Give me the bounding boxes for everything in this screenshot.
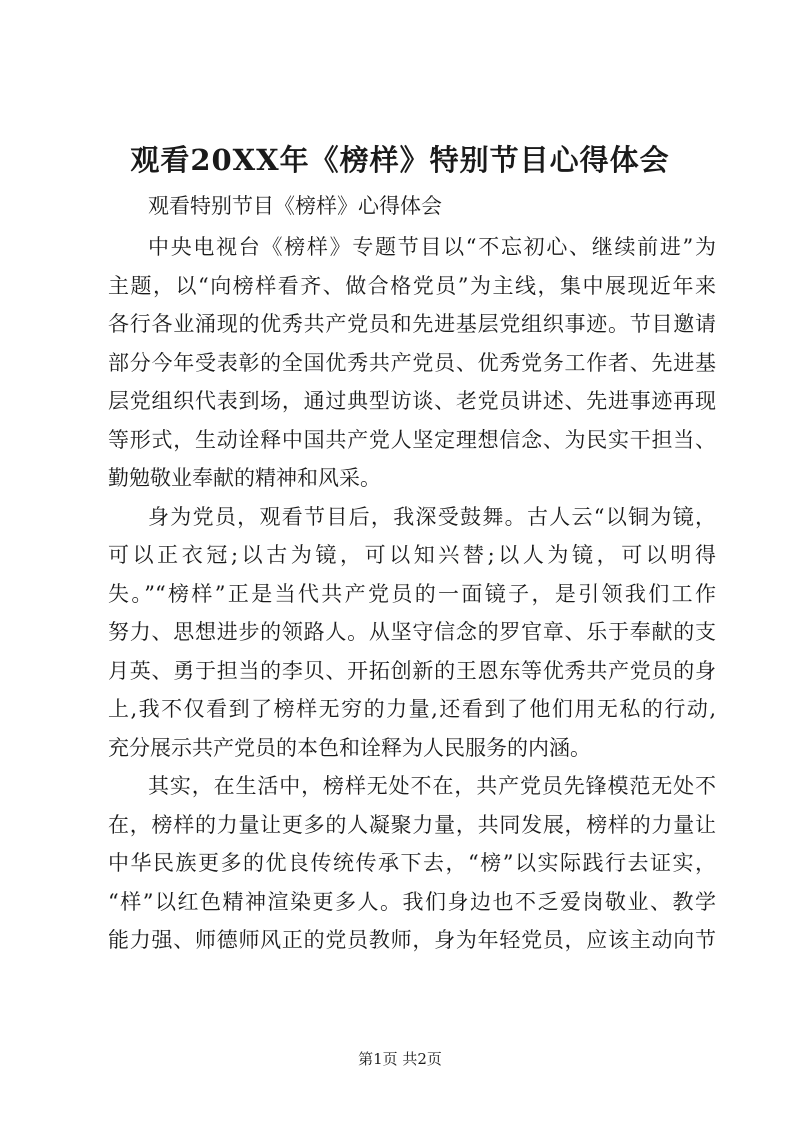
paragraph-line: 能力强、师德师风正的党员教师，身为年轻党员，应该主动向节 <box>108 928 716 952</box>
paragraph-line: 其实，在生活中，榜样无处不在，共产党员先锋模范无处不 <box>148 774 716 798</box>
paragraph-line: 部分今年受表彰的全国优秀共产党员、优秀党务工作者、先进基 <box>108 350 716 375</box>
paragraph-line: 失。”“榜样”正是当代共产党员的一面镜子，是引领我们工作 <box>108 581 716 606</box>
paragraph-line: 各行各业涌现的优秀共产党员和先进基层党组织事迹。节目邀请 <box>108 312 716 336</box>
paragraph-2 <box>108 498 716 768</box>
paragraph-line: 月英、勇于担当的李贝、开拓创新的王恩东等优秀共产党员的身 <box>108 658 716 683</box>
document-subtitle: 观看特别节目《榜样》心得体会 <box>148 194 442 218</box>
paragraph-line: 中央电视台《榜样》专题节目以“不忘初心、继续前进”为 <box>148 235 716 259</box>
paragraph-line: 等形式，生动诠释中国共产党人坚定理想信念、为民实干担当、 <box>108 427 716 452</box>
document-title: 观看20XX年《榜样》特别节目心得体会 <box>130 143 670 177</box>
paragraph-1 <box>108 228 716 498</box>
paragraph-line: 可以正衣冠;以古为镜，可以知兴替;以人为镜，可以明得 <box>108 543 716 567</box>
paragraph-line: 身为党员，观看节目后，我深受鼓舞。古人云“以铜为镜， <box>148 504 716 529</box>
paragraph-line: 层党组织代表到场，通过典型访谈、老党员讲述、先进事迹再现 <box>108 389 716 413</box>
paragraph-3 <box>108 767 716 960</box>
paragraph-line: 努力、思想进步的领路人。从坚守信念的罗官章、乐于奉献的支 <box>108 620 716 644</box>
paragraph-line: 主题，以“向榜样看齐、做合格党员”为主线，集中展现近年来 <box>108 273 716 298</box>
paragraph-line: 中华民族更多的优良传统传承下去，“榜”以实际践行去证实， <box>108 851 716 875</box>
paragraph-line: 上,我不仅看到了榜样无穷的力量,还看到了他们用无私的行动, <box>108 697 716 721</box>
paragraph-line: 在，榜样的力量让更多的人凝聚力量，共同发展，榜样的力量让 <box>108 812 716 837</box>
paragraph-line: “样”以红色精神渲染更多人。我们身边也不乏爱岗敬业、教学 <box>108 889 716 914</box>
page-footer: 第1页 共2页 <box>358 1050 442 1068</box>
document-body <box>108 228 716 960</box>
paragraph-line: 充分展示共产党员的本色和诠释为人民服务的内涵。 <box>108 735 591 760</box>
paragraph-line: 勤勉敬业奉献的精神和风采。 <box>108 466 381 490</box>
